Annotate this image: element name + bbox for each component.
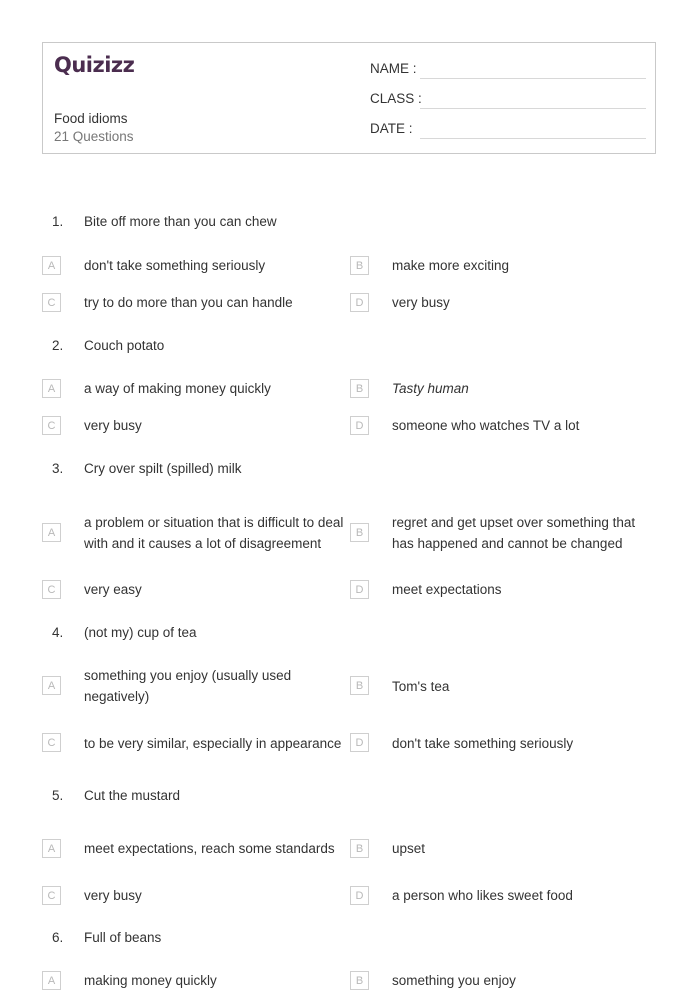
worksheet-title: Food idioms	[54, 111, 128, 126]
option-letter: D	[350, 293, 369, 312]
option-text: very busy	[84, 418, 142, 433]
option-text: Tom's tea	[392, 678, 450, 694]
worksheet-header	[42, 42, 656, 154]
option-letter: B	[350, 839, 369, 858]
option-letter: A	[42, 379, 61, 398]
option-letter: B	[350, 379, 369, 398]
option-letter: D	[350, 580, 369, 599]
question-text: (not my) cup of tea	[84, 625, 197, 640]
option-letter: C	[42, 293, 61, 312]
option-letter: B	[350, 971, 369, 990]
option-text: very busy	[392, 295, 450, 310]
question-text: Cut the mustard	[84, 788, 181, 803]
quizizz-logo: Quizizz	[54, 53, 135, 77]
question-text: Cry over spilt (spilled) milk	[84, 461, 242, 476]
question-number: 6.	[52, 930, 64, 945]
option-text: meet expectations, reach some standards	[84, 840, 335, 856]
option-letter: B	[350, 256, 369, 275]
option-letter: D	[350, 886, 369, 905]
option-letter: C	[42, 886, 61, 905]
name-line	[420, 78, 646, 79]
option-text: very easy	[84, 582, 142, 597]
option-text: meet expectations	[392, 582, 502, 597]
option-text: regret and get upset over something that has happened and cannot be changed	[392, 514, 636, 551]
option-text: something you enjoy (usually used negatively)	[84, 668, 292, 704]
option-letter: A	[42, 839, 61, 858]
option-letter: A	[42, 971, 61, 990]
option-letter: C	[42, 733, 61, 752]
option-text: a problem or situation that is difficult to deal with and it causes a lot of disagreement	[84, 514, 344, 551]
option-letter: D	[350, 416, 369, 435]
option-text: don't take something seriously	[392, 735, 574, 751]
option-text: someone who watches TV a lot	[392, 418, 580, 433]
option-letter: C	[42, 416, 61, 435]
option-text: don't take something seriously	[84, 258, 266, 273]
class-line	[420, 108, 646, 109]
option-letter: D	[350, 733, 369, 752]
question-text: Couch potato	[84, 338, 165, 353]
option-letter: B	[350, 523, 369, 542]
option-text: make more exciting	[392, 258, 510, 273]
question-number: 5.	[52, 788, 64, 803]
option-letter: A	[42, 523, 61, 542]
option-text: a way of making money quickly	[84, 381, 271, 396]
option-letter: C	[42, 580, 61, 599]
option-text: making money quickly	[84, 973, 217, 988]
question-text: Bite off more than you can chew	[84, 214, 277, 229]
option-letter: B	[350, 676, 369, 695]
option-text: try to do more than you can handle	[84, 295, 293, 310]
date-line	[420, 138, 646, 139]
option-text: upset	[392, 840, 426, 856]
question-number: 1.	[52, 214, 64, 229]
question-number: 2.	[52, 338, 64, 353]
date-label: DATE :	[370, 121, 413, 136]
question-text: Full of beans	[84, 930, 162, 945]
option-letter: A	[42, 256, 61, 275]
question-number: 3.	[52, 461, 64, 476]
option-text: very busy	[84, 888, 142, 903]
question-number: 4.	[52, 625, 64, 640]
question-count: 21 Questions	[54, 129, 134, 144]
class-label: CLASS :	[370, 91, 422, 106]
option-letter: A	[42, 676, 61, 695]
option-text: Tasty human	[392, 381, 469, 396]
option-text: a person who likes sweet food	[392, 888, 573, 903]
option-text: to be very similar, especially in appearance	[84, 735, 342, 751]
option-text: something you enjoy	[392, 973, 516, 988]
name-label: NAME :	[370, 61, 417, 76]
